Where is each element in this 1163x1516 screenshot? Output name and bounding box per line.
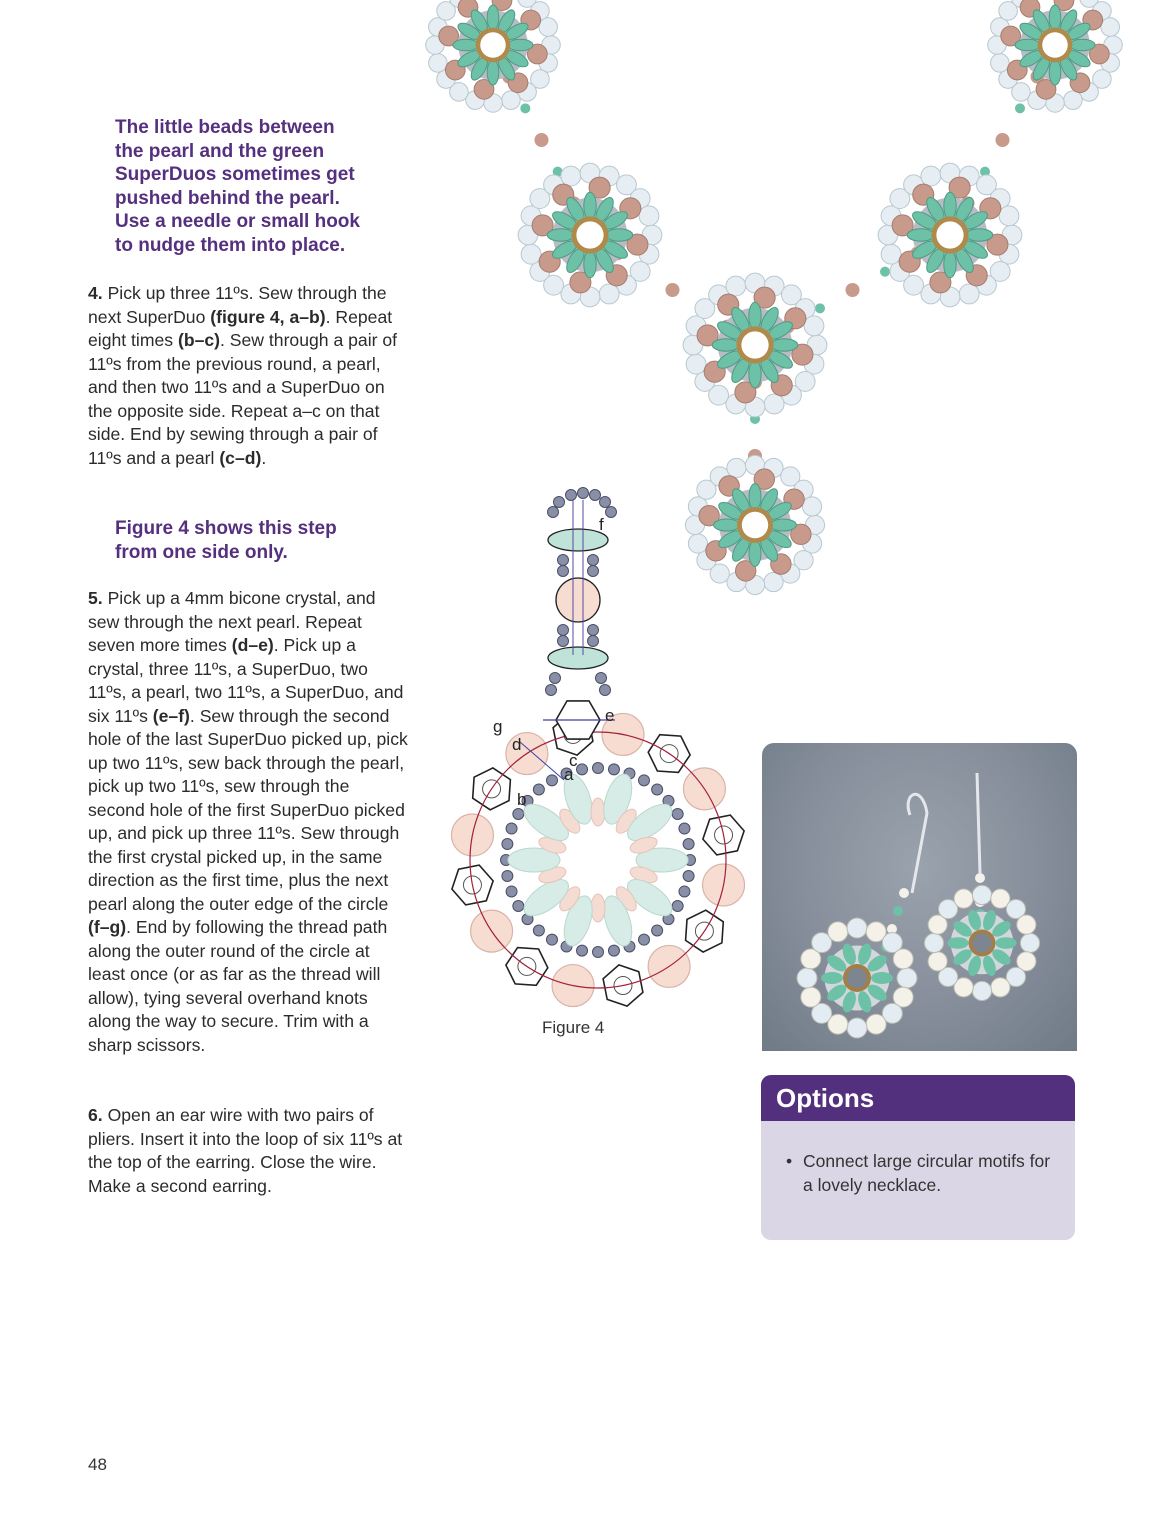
figure-label-f: f — [599, 515, 604, 534]
superduo-bead — [907, 229, 934, 241]
earrings-photo — [762, 743, 1077, 1051]
tip-note: The little beads between the pearl and the green SuperDuos sometimes get pushed behind the pearl. Use a needle or small hook to nudge them into place. — [115, 117, 360, 256]
superduo-bead — [547, 229, 574, 241]
earring — [924, 885, 1039, 1000]
crystal-bead — [521, 244, 541, 264]
figure-seed-bead — [672, 901, 683, 912]
crystal-bead — [764, 394, 784, 414]
earring-superduo — [947, 937, 968, 949]
options-list — [761, 1149, 1075, 1197]
step-text: Pick up a 4mm bicone crystal, and sew through the next pearl. Repeat seven more times (d–e). Pick up a crystal, three 11ºs, a SuperDuo, two 11ºs, a pearl, two 11ºs, a SuperDuo, and six 11ºs (e–f). Sew through the second hole of the last SuperDuo picked up, pick up two 11ºs, sew back through the pearl, pick up two 11ºs, sew through the second hole of the first SuperDuo picked up, and pick up three 11ºs. Sew through the first crystal picked up, in the same direction as the first time, plus the next pearl along the outer edge of the circle (f–g). End by following the thread path along the outer round of the circle at least once (or as far as the thread will allow), tying several overhand knots along the way to secure. Trim with a sharp scissors. — [88, 588, 408, 1055]
earring-bead — [801, 987, 821, 1007]
figure-seed-bead — [672, 809, 683, 820]
crystal-bead — [802, 497, 821, 516]
earring-bead — [866, 1014, 886, 1034]
necklace-motif — [988, 0, 1123, 112]
figure-seed-bead — [593, 947, 604, 958]
figure-label-c: c — [569, 751, 578, 770]
figure-seed-bead — [639, 934, 650, 945]
figure-seed-bead — [588, 555, 599, 566]
figure-inner-bead — [591, 894, 605, 922]
earring-hole — [972, 933, 991, 952]
figure-seed-bead — [608, 945, 619, 956]
ear-wire — [908, 794, 927, 893]
connector-bead — [996, 133, 1010, 147]
necklace-motif — [878, 163, 1022, 307]
earring-stem-bead — [975, 873, 985, 883]
earring-bead — [972, 885, 991, 904]
crystal-bead — [1101, 18, 1120, 37]
center-hole — [480, 32, 506, 58]
figure-loop-bead — [548, 507, 559, 518]
step-6 — [88, 1104, 408, 1198]
superduo-bead — [749, 484, 761, 510]
earring-bead — [991, 978, 1010, 997]
figure-seed-bead — [558, 625, 569, 636]
necklace-motif — [683, 273, 827, 417]
figure-seed-bead — [683, 839, 694, 850]
figure-seed-bead — [639, 775, 650, 786]
earring — [797, 918, 917, 1038]
figure-seed-bead — [550, 673, 561, 684]
crystal-bead — [991, 54, 1010, 73]
figure-caption: Figure 4 — [542, 1018, 605, 1037]
superduo-bead — [944, 192, 956, 219]
crystal-bead — [429, 54, 448, 73]
superduo-bead — [1070, 39, 1096, 51]
figure-seed-bead — [546, 685, 557, 696]
ear-wire — [977, 773, 980, 873]
superduo-bead — [487, 60, 499, 86]
superduo-bead — [1015, 39, 1041, 51]
figure-loop-bead — [566, 490, 577, 501]
figure-note: Figure 4 shows this step from one side only. — [115, 518, 337, 563]
earring-bead — [797, 968, 817, 988]
figure-seed-bead — [502, 839, 513, 850]
figure-seed-bead — [513, 901, 524, 912]
figure-loop-bead — [600, 497, 611, 508]
figure-seed-bead — [600, 685, 611, 696]
crystal-bead — [639, 206, 659, 226]
superduo-bead — [487, 5, 499, 31]
superduo-bead — [1049, 5, 1061, 31]
earring-bead — [954, 889, 973, 908]
figure-label-a: a — [564, 765, 574, 784]
step-number: 4. — [88, 283, 103, 303]
figure-lower-superduo — [548, 647, 608, 669]
figure-seed-bead — [577, 764, 588, 775]
earring-bead — [828, 922, 848, 942]
figure-inner-bead — [591, 798, 605, 826]
figure-4-diagram — [425, 480, 745, 1020]
center-hole — [576, 221, 603, 248]
figure-seed-bead — [593, 763, 604, 774]
crystal-bead — [561, 166, 581, 186]
figure-seed-bead — [506, 823, 517, 834]
figure-seed-bead — [588, 636, 599, 647]
superduo-bead — [749, 540, 761, 566]
superduo-bead — [712, 339, 739, 351]
connector-bead — [815, 303, 825, 313]
figure-label-g: g — [493, 717, 503, 736]
step-5 — [88, 587, 408, 1057]
crystal-bead — [539, 18, 558, 37]
step-4 — [88, 282, 408, 470]
figure-seed-bead — [608, 764, 619, 775]
figure-seed-bead — [558, 636, 569, 647]
earring-bead — [847, 918, 867, 938]
figure-seed-bead — [652, 784, 663, 795]
center-hole — [936, 221, 963, 248]
figure-seed-bead — [533, 925, 544, 936]
crystal-bead — [726, 276, 746, 296]
figure-seed-bead — [513, 809, 524, 820]
superduo-bead — [1049, 60, 1061, 86]
connector-bead — [666, 283, 680, 297]
necklace-motif — [518, 163, 662, 307]
earring-superduo — [995, 937, 1016, 949]
page-number: 48 — [88, 1455, 107, 1474]
superduo-bead — [944, 251, 956, 278]
step-text: Pick up three 11ºs. Sew through the next SuperDuo (figure 4, a–b). Repeat eight times (b–c). Sew through a pair of 11ºs from the previous round, a pearl, and then two 11ºs and a SuperDuo on the opposite side. Repeat a–c on that side. End by sewing through a pair of 11ºs and a pearl (c–d). — [88, 283, 398, 468]
earring-bead — [1020, 933, 1039, 952]
step-text: Open an ear wire with two pairs of pliers. Insert it into the loop of six 11ºs at the top of the earring. Close the wire. Make a second earring. — [88, 1105, 403, 1196]
center-hole — [1042, 32, 1068, 58]
earring-bead — [928, 952, 947, 971]
figure-seed-bead — [652, 925, 663, 936]
figure-seed-bead — [506, 886, 517, 897]
figure-loop-bead — [606, 507, 617, 518]
earring-stem-bead — [893, 906, 903, 916]
connector-bead — [1015, 103, 1025, 113]
figure-seed-bead — [679, 823, 690, 834]
earring-bead — [924, 933, 943, 952]
crystal-bead — [727, 458, 746, 477]
crystal-bead — [959, 284, 979, 304]
connector-bead — [520, 103, 530, 113]
step-number: 6. — [88, 1105, 103, 1125]
superduo-bead — [749, 361, 761, 388]
superduo-bead — [749, 302, 761, 329]
superduo-bead — [966, 229, 993, 241]
options-item: • Connect large circular motifs for a lovely necklace. — [803, 1149, 1055, 1197]
superduo-bead — [771, 339, 798, 351]
necklace-motif — [426, 0, 561, 112]
center-hole — [742, 512, 768, 538]
crystal-bead — [1064, 91, 1083, 110]
figure-label-d: d — [512, 735, 522, 754]
figure-seed-bead — [588, 566, 599, 577]
crystal-bead — [804, 316, 824, 336]
superduo-bead — [606, 229, 633, 241]
figure-seed-bead — [679, 886, 690, 897]
figure-label-b: b — [517, 790, 527, 809]
figure-seed-bead — [588, 625, 599, 636]
earring-superduo — [871, 972, 893, 984]
superduo-bead — [770, 519, 796, 531]
earring-bead — [897, 968, 917, 988]
center-hole — [741, 331, 768, 358]
superduo-bead — [584, 192, 596, 219]
crystal-bead — [764, 572, 783, 591]
earring-bead — [1017, 915, 1036, 934]
options-title: Options — [761, 1075, 1075, 1121]
figure-loop-bead — [590, 490, 601, 501]
figure-seed-bead — [547, 934, 558, 945]
figure-seed-bead — [502, 870, 513, 881]
figure-seed-bead — [596, 673, 607, 684]
earring-superduo — [821, 972, 843, 984]
figure-seed-bead — [533, 784, 544, 795]
crystal-bead — [881, 244, 901, 264]
figure-label-e: e — [605, 706, 615, 725]
step-number: 5. — [88, 588, 103, 608]
crystal-bead — [921, 166, 941, 186]
earring-bead — [893, 949, 913, 969]
options-box — [761, 1075, 1075, 1240]
earring-stem-bead — [899, 888, 909, 898]
earring-bead — [972, 981, 991, 1000]
figure-seed-bead — [577, 945, 588, 956]
figure-loop-bead — [578, 488, 589, 499]
crystal-bead — [999, 206, 1019, 226]
figure-top-pearl — [556, 578, 600, 622]
connector-bead — [846, 283, 860, 297]
earrings-illustration — [762, 743, 1077, 1051]
crystal-bead — [502, 91, 521, 110]
figure-seed-bead — [547, 775, 558, 786]
figure-seed-bead — [558, 555, 569, 566]
earring-bead — [847, 1018, 867, 1038]
superduo-bead — [508, 39, 534, 51]
crystal-bead — [599, 284, 619, 304]
superduo-bead — [453, 39, 479, 51]
figure-seed-bead — [683, 870, 694, 881]
crystal-bead — [686, 354, 706, 374]
connector-bead — [535, 133, 549, 147]
figure-seed-bead — [558, 566, 569, 577]
figure-loop-bead — [554, 497, 565, 508]
connector-bead — [880, 267, 890, 277]
earring-hole — [847, 968, 867, 988]
superduo-bead — [584, 251, 596, 278]
